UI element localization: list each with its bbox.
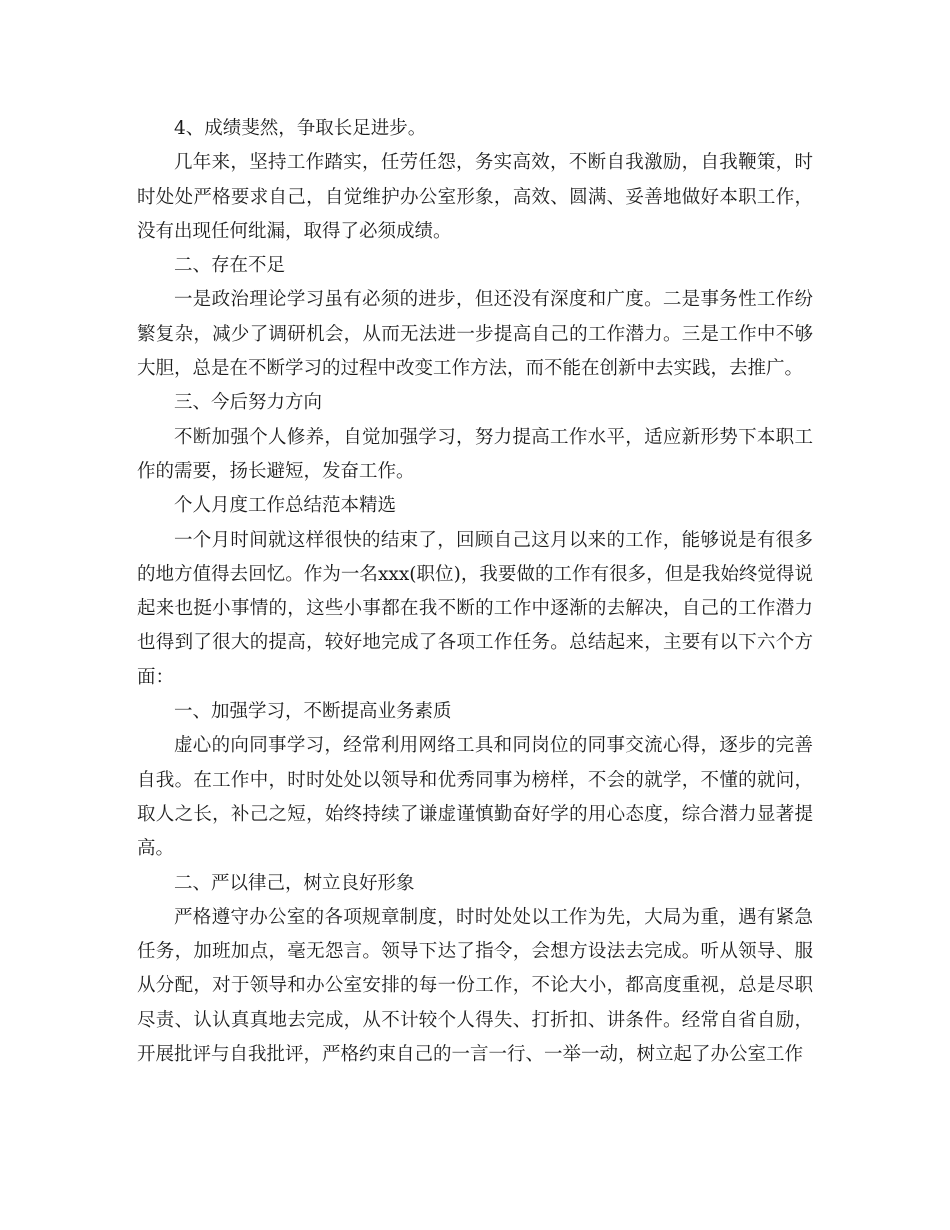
section-heading-shortcomings: 二、存在不足 bbox=[174, 255, 286, 277]
section-heading-future-direction: 三、今后努力方向 bbox=[174, 392, 323, 414]
paragraph-3: 一是政治理论学习虽有必须的进步，但还没有深度和广度。二是事务性工作纷繁复杂，减少了调研机会，从而无法进一步提高自己的工作潜力。三是工作中不够大胆，总是在不断学习的过程中改变工作方法，而不能在创新中去实践，去推广。 bbox=[137, 289, 813, 380]
paragraph-5: 一个月时间就这样很快的结束了，回顾自己这月以来的工作，能够说是有很多的地方值得去回忆。作为一名xxx(职位)，我要做的工作有很多，但是我始终觉得说起来也挺小事情的，这些小事都在我不断的工作中逐渐的去解决，自己的工作潜力也得到了很大的提高，较好地完成了各项工作任务。总结起来，主要有以下六个方面： bbox=[137, 529, 813, 688]
paragraph-2: 几年来，坚持工作踏实，任劳任怨，务实高效，不断自我激励，自我鞭策，时时处处严格要求自己，自觉维护办公室形象，高效、圆满、妥善地做好本职工作，没有出现任何纰漏，取得了必须成绩。 bbox=[137, 152, 813, 242]
article-title: 个人月度工作总结范本精选 bbox=[174, 495, 397, 517]
paragraph-1: 4、成绩斐然，争取长足进步。 bbox=[174, 118, 427, 139]
section-heading-discipline: 二、严以律己，树立良好形象 bbox=[174, 872, 415, 894]
paragraph-4: 不断加强个人修养，自觉加强学习，努力提高工作水平，适应新形势下本职工作的需要，扬长避短，发奋工作。 bbox=[137, 426, 813, 482]
paragraph-6: 虚心的向同事学习，经常利用网络工具和同岗位的同事交流心得，逐步的完善自我。在工作中，时时处处以领导和优秀同事为榜样，不会的就学，不懂的就问，取人之长，补己之短，始终持续了谦虚谨慎勤奋好学的用心态度，综合潜力显著提高。 bbox=[137, 735, 813, 860]
paragraph-7: 严格遵守办公室的各项规章制度，时时处处以工作为先，大局为重，遇有紧急任务，加班加点，毫无怨言。领导下达了指令，会想方设法去完成。听从领导、服从分配，对于领导和办公室安排的每一份工作，不论大小，都高度重视，总是尽职尽责、认认真真地去完成，从不计较个人得失、打折扣、讲条件。经常自省自励，开展批评与自我批评，严格约束自己的一言一行、一举一动，树立起了办公室工作 bbox=[137, 906, 813, 1066]
document-body bbox=[137, 112, 813, 1072]
section-heading-study: 一、加强学习，不断提高业务素质 bbox=[174, 701, 452, 723]
